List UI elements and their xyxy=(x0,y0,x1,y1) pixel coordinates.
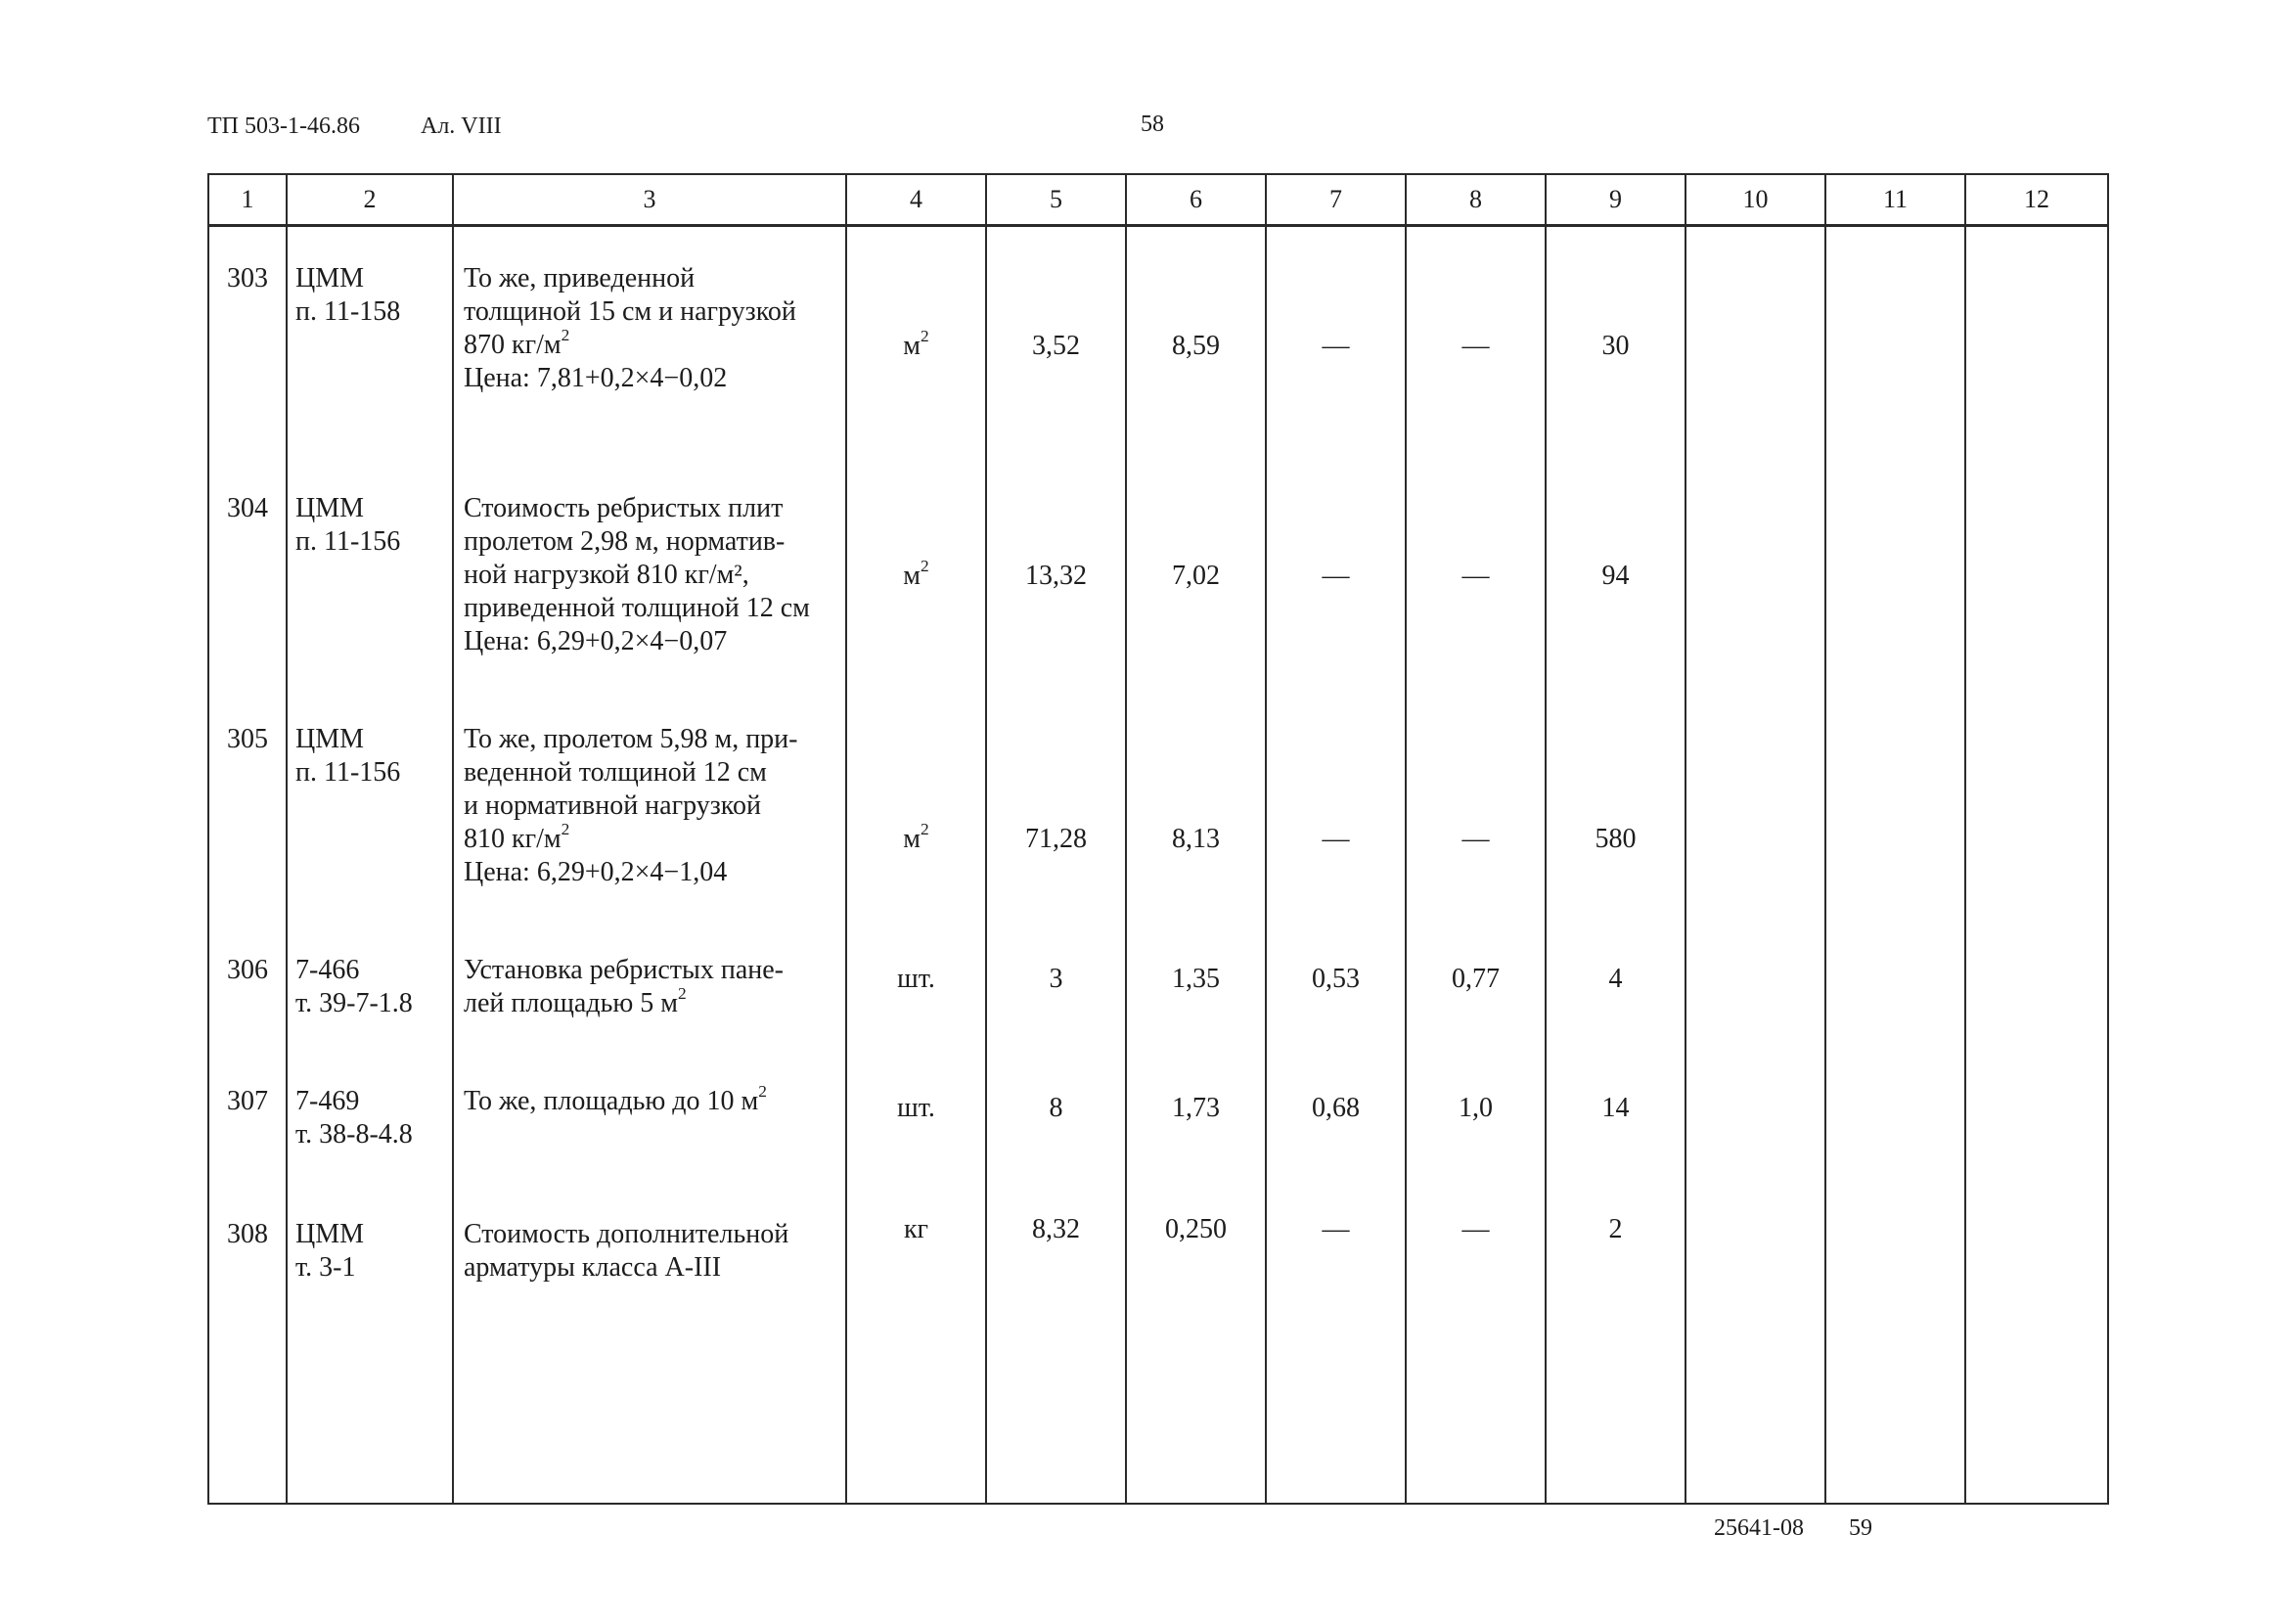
value-text: 13,32 xyxy=(1025,561,1087,591)
value-text: 14 xyxy=(1601,1093,1630,1123)
col-8-value xyxy=(1407,330,1545,363)
rate-code-line: ЦММ xyxy=(295,263,365,293)
value-text: 580 xyxy=(1595,824,1637,854)
col-7-cell xyxy=(1266,1183,1406,1504)
value-text: м xyxy=(903,824,921,854)
rate-code xyxy=(288,1050,452,1151)
value-text: 8,13 xyxy=(1172,824,1220,854)
col-12-cell xyxy=(1965,457,2108,688)
description-line xyxy=(464,525,839,559)
total-cost-cell xyxy=(1546,1183,1685,1504)
column-number: 7 xyxy=(1266,174,1406,226)
rate-code-line: п. 11-156 xyxy=(295,757,401,788)
col-10-cell xyxy=(1685,226,1825,458)
value-text: 4 xyxy=(1608,964,1623,994)
col-7-cell xyxy=(1266,688,1406,919)
column-number: 8 xyxy=(1406,174,1546,226)
quantity-value xyxy=(987,823,1125,856)
col-7-cell xyxy=(1266,457,1406,688)
description xyxy=(454,227,845,395)
unit-value xyxy=(847,820,985,856)
quantity-value xyxy=(987,1092,1125,1125)
rate-code-cell xyxy=(287,1183,453,1504)
col-7-cell xyxy=(1266,226,1406,458)
item-number-cell xyxy=(208,919,287,1050)
description xyxy=(454,457,845,658)
unit-cost-cell xyxy=(1126,226,1266,458)
column-number: 6 xyxy=(1126,174,1266,226)
col-8-cell xyxy=(1406,919,1546,1050)
col-7-value xyxy=(1267,560,1405,593)
col-7-value xyxy=(1267,963,1405,996)
value-text: — xyxy=(1461,561,1490,591)
value-text: 8,32 xyxy=(1032,1214,1080,1244)
description xyxy=(454,1050,845,1118)
total-cost-value xyxy=(1547,963,1685,996)
value-text: 0,250 xyxy=(1165,1214,1227,1244)
unit-value xyxy=(847,963,985,996)
unit-value xyxy=(847,327,985,363)
description xyxy=(454,688,845,889)
rate-code-cell xyxy=(287,226,453,458)
rate-code-line: ЦММ xyxy=(295,1219,365,1249)
column-number: 11 xyxy=(1825,174,1965,226)
description-line xyxy=(464,723,839,756)
value-text: 0,68 xyxy=(1312,1093,1360,1123)
rate-code-line: 7-469 xyxy=(295,1086,360,1116)
rate-code-cell xyxy=(287,1050,453,1183)
value-text: кг xyxy=(903,1214,929,1244)
col-8-value xyxy=(1407,823,1545,856)
value-text: — xyxy=(1322,331,1350,361)
value-text: — xyxy=(1322,1214,1350,1244)
rate-code-line: т. 3-1 xyxy=(295,1252,356,1283)
value-text: — xyxy=(1461,331,1490,361)
quantity-value xyxy=(987,560,1125,593)
description-line xyxy=(464,262,839,295)
item-number-cell xyxy=(208,1050,287,1183)
superscript: 2 xyxy=(921,557,929,576)
rate-code-line: т. 38-8-4.8 xyxy=(295,1119,413,1150)
value-text: 8 xyxy=(1049,1093,1063,1123)
item-number-cell xyxy=(208,457,287,688)
description xyxy=(454,919,845,1020)
item-number: 305 xyxy=(227,724,268,754)
quantity-cell xyxy=(986,1050,1126,1183)
rate-code-line: 7-466 xyxy=(295,955,360,985)
col-10-cell xyxy=(1685,1050,1825,1183)
value-text: м xyxy=(903,561,921,591)
value-text: — xyxy=(1461,824,1490,854)
rate-code-line: ЦММ xyxy=(295,493,365,523)
description-line xyxy=(464,984,839,1020)
rate-code-line: т. 39-7-1.8 xyxy=(295,988,413,1018)
rate-code xyxy=(288,919,452,1020)
description-text: 810 кг/м xyxy=(464,824,562,854)
rate-code-line: ЦММ xyxy=(295,724,365,754)
column-number: 2 xyxy=(287,174,453,226)
description-text: приведенной толщиной 12 см xyxy=(464,593,810,623)
description-text: лей площадью 5 м xyxy=(464,988,678,1018)
value-text: 2 xyxy=(1608,1214,1623,1244)
col-8-value xyxy=(1407,1213,1545,1246)
value-text: — xyxy=(1322,824,1350,854)
value-text: 30 xyxy=(1601,331,1630,361)
item-number: 303 xyxy=(227,263,268,293)
rate-code xyxy=(288,227,452,329)
superscript: 2 xyxy=(677,984,687,1004)
col-8-cell xyxy=(1406,1183,1546,1504)
description-line xyxy=(464,820,839,856)
rate-code-cell xyxy=(287,457,453,688)
description-text: ной нагрузкой 810 кг/м², xyxy=(464,560,749,590)
quantity-value xyxy=(987,330,1125,363)
description-text: Стоимость дополнительной xyxy=(464,1219,789,1249)
col-8-value xyxy=(1407,963,1545,996)
col-7-cell xyxy=(1266,919,1406,1050)
superscript: 2 xyxy=(921,820,929,839)
description-text: пролетом 2,98 м, норматив- xyxy=(464,526,786,557)
value-text: 1,35 xyxy=(1172,964,1220,994)
unit-cost-cell xyxy=(1126,457,1266,688)
col-7-cell xyxy=(1266,1050,1406,1183)
quantity-value xyxy=(987,963,1125,996)
column-number: 10 xyxy=(1685,174,1825,226)
col-7-value xyxy=(1267,823,1405,856)
quantity-cell xyxy=(986,1183,1126,1504)
album-label: Ал. VIII xyxy=(421,113,502,139)
value-text: 71,28 xyxy=(1025,824,1087,854)
description xyxy=(454,1183,845,1285)
column-number: 3 xyxy=(453,174,846,226)
value-text: 0,53 xyxy=(1312,964,1360,994)
col-7-value xyxy=(1267,330,1405,363)
column-number: 12 xyxy=(1965,174,2108,226)
description-text: Установка ребристых пане- xyxy=(464,955,784,985)
price-formula: Цена: 6,29+0,2×4−1,04 xyxy=(464,857,728,887)
table-row xyxy=(208,919,2108,1050)
quantity-cell xyxy=(986,457,1126,688)
column-number: 5 xyxy=(986,174,1126,226)
description-line xyxy=(464,1082,839,1118)
description-cell xyxy=(453,226,846,458)
description-text: Стоимость ребристых плит xyxy=(464,493,784,523)
col-11-cell xyxy=(1825,457,1965,688)
rate-code xyxy=(288,457,452,559)
total-cost-value xyxy=(1547,1092,1685,1125)
unit-cell xyxy=(846,1050,986,1183)
col-10-cell xyxy=(1685,1183,1825,1504)
unit-cost-value xyxy=(1127,560,1265,593)
price-formula: Цена: 6,29+0,2×4−0,07 xyxy=(464,626,728,656)
quantity-cell xyxy=(986,688,1126,919)
col-11-cell xyxy=(1825,226,1965,458)
description-text: 870 кг/м xyxy=(464,330,562,360)
col-11-cell xyxy=(1825,919,1965,1050)
rate-code xyxy=(288,1183,452,1285)
description-text: То же, пролетом 5,98 м, при- xyxy=(464,724,798,754)
unit-cost-cell xyxy=(1126,919,1266,1050)
quantity-cell xyxy=(986,226,1126,458)
total-cost-cell xyxy=(1546,457,1685,688)
column-number: 1 xyxy=(208,174,287,226)
item-number: 304 xyxy=(227,493,268,523)
value-text: шт. xyxy=(897,1093,935,1123)
total-cost-cell xyxy=(1546,688,1685,919)
value-text: 1,73 xyxy=(1172,1093,1220,1123)
description-text: и нормативной нагрузкой xyxy=(464,790,761,821)
total-cost-value xyxy=(1547,823,1685,856)
total-cost-cell xyxy=(1546,1050,1685,1183)
col-11-cell xyxy=(1825,1050,1965,1183)
col-10-cell xyxy=(1685,688,1825,919)
unit-cell xyxy=(846,226,986,458)
unit-value xyxy=(847,1213,985,1246)
col-8-cell xyxy=(1406,226,1546,458)
superscript: 2 xyxy=(921,327,929,346)
column-number: 9 xyxy=(1546,174,1685,226)
description-line xyxy=(464,592,839,625)
description-line xyxy=(464,756,839,789)
table-row xyxy=(208,1050,2108,1183)
item-number-cell xyxy=(208,226,287,458)
sheet-code: 25641-08 xyxy=(1714,1515,1804,1541)
value-text: 0,77 xyxy=(1452,964,1500,994)
col-11-cell xyxy=(1825,688,1965,919)
table-row xyxy=(208,1183,2108,1504)
description-line xyxy=(464,492,839,525)
value-text: шт. xyxy=(897,964,935,994)
col-12-cell xyxy=(1965,688,2108,919)
unit-cell xyxy=(846,919,986,1050)
value-text: 1,0 xyxy=(1459,1093,1493,1123)
col-8-cell xyxy=(1406,457,1546,688)
description-line xyxy=(464,1218,839,1251)
description-cell xyxy=(453,1183,846,1504)
value-text: 8,59 xyxy=(1172,331,1220,361)
unit-cost-value xyxy=(1127,1213,1265,1246)
description-text: арматуры класса А-III xyxy=(464,1252,722,1283)
item-number: 308 xyxy=(227,1219,268,1249)
description-line xyxy=(464,295,839,329)
value-text: 3,52 xyxy=(1032,331,1080,361)
quantity-value xyxy=(987,1213,1125,1246)
description-cell xyxy=(453,688,846,919)
unit-cell xyxy=(846,688,986,919)
superscript: 2 xyxy=(561,820,570,839)
item-number-cell xyxy=(208,688,287,919)
col-10-cell xyxy=(1685,457,1825,688)
description-cell xyxy=(453,919,846,1050)
unit-value xyxy=(847,1092,985,1125)
rate-code-cell xyxy=(287,688,453,919)
quantity-cell xyxy=(986,919,1126,1050)
value-text: 94 xyxy=(1601,561,1630,591)
col-10-cell xyxy=(1685,919,1825,1050)
table-row xyxy=(208,688,2108,919)
rate-code-line: п. 11-158 xyxy=(295,296,401,327)
description-line xyxy=(464,954,839,987)
unit-cost-value xyxy=(1127,330,1265,363)
price-formula: Цена: 7,81+0,2×4−0,02 xyxy=(464,363,728,393)
unit-cell xyxy=(846,457,986,688)
col-12-cell xyxy=(1965,1050,2108,1183)
value-text: 3 xyxy=(1049,964,1063,994)
unit-cell xyxy=(846,1183,986,1504)
item-number-cell xyxy=(208,1183,287,1504)
description-line xyxy=(464,559,839,592)
description-line xyxy=(464,789,839,823)
item-number: 306 xyxy=(227,955,268,985)
unit-cost-cell xyxy=(1126,1050,1266,1183)
total-cost-cell xyxy=(1546,919,1685,1050)
description-cell xyxy=(453,1050,846,1183)
rate-code-cell xyxy=(287,919,453,1050)
col-8-cell xyxy=(1406,1050,1546,1183)
column-number-row xyxy=(208,174,2108,226)
unit-cost-cell xyxy=(1126,1183,1266,1504)
value-text: — xyxy=(1461,1214,1490,1244)
estimate-table xyxy=(207,173,2109,1505)
unit-cost-value xyxy=(1127,823,1265,856)
col-12-cell xyxy=(1965,919,2108,1050)
description-text: толщиной 15 см и нагрузкой xyxy=(464,296,796,327)
superscript: 2 xyxy=(561,326,570,345)
col-7-value xyxy=(1267,1213,1405,1246)
item-number: 307 xyxy=(227,1086,268,1116)
total-cost-value xyxy=(1547,560,1685,593)
total-cost-value xyxy=(1547,1213,1685,1246)
description-text: веденной толщиной 12 см xyxy=(464,757,767,788)
col-8-cell xyxy=(1406,688,1546,919)
col-12-cell xyxy=(1965,226,2108,458)
table-row xyxy=(208,457,2108,688)
unit-cost-value xyxy=(1127,963,1265,996)
col-12-cell xyxy=(1965,1183,2108,1504)
superscript: 2 xyxy=(758,1082,767,1102)
unit-value xyxy=(847,557,985,593)
total-cost-value xyxy=(1547,330,1685,363)
rate-code xyxy=(288,688,452,789)
col-7-value xyxy=(1267,1092,1405,1125)
unit-cost-value xyxy=(1127,1092,1265,1125)
description-text: То же, площадью до 10 м xyxy=(464,1086,759,1116)
total-cost-cell xyxy=(1546,226,1685,458)
value-text: — xyxy=(1322,561,1350,591)
document-code: ТП 503-1-46.86 xyxy=(207,113,360,139)
value-text: м xyxy=(903,331,921,361)
col-11-cell xyxy=(1825,1183,1965,1504)
sheet-number: 59 xyxy=(1849,1515,1872,1541)
value-text: 7,02 xyxy=(1172,561,1220,591)
page-number: 58 xyxy=(1141,112,1164,137)
rate-code-line: п. 11-156 xyxy=(295,526,401,557)
description-cell xyxy=(453,457,846,688)
description-line xyxy=(464,326,839,362)
description-text: То же, приведенной xyxy=(464,263,696,293)
description-line xyxy=(464,1251,839,1285)
col-8-value xyxy=(1407,560,1545,593)
column-number: 4 xyxy=(846,174,986,226)
table-row xyxy=(208,226,2108,458)
unit-cost-cell xyxy=(1126,688,1266,919)
col-8-value xyxy=(1407,1092,1545,1125)
